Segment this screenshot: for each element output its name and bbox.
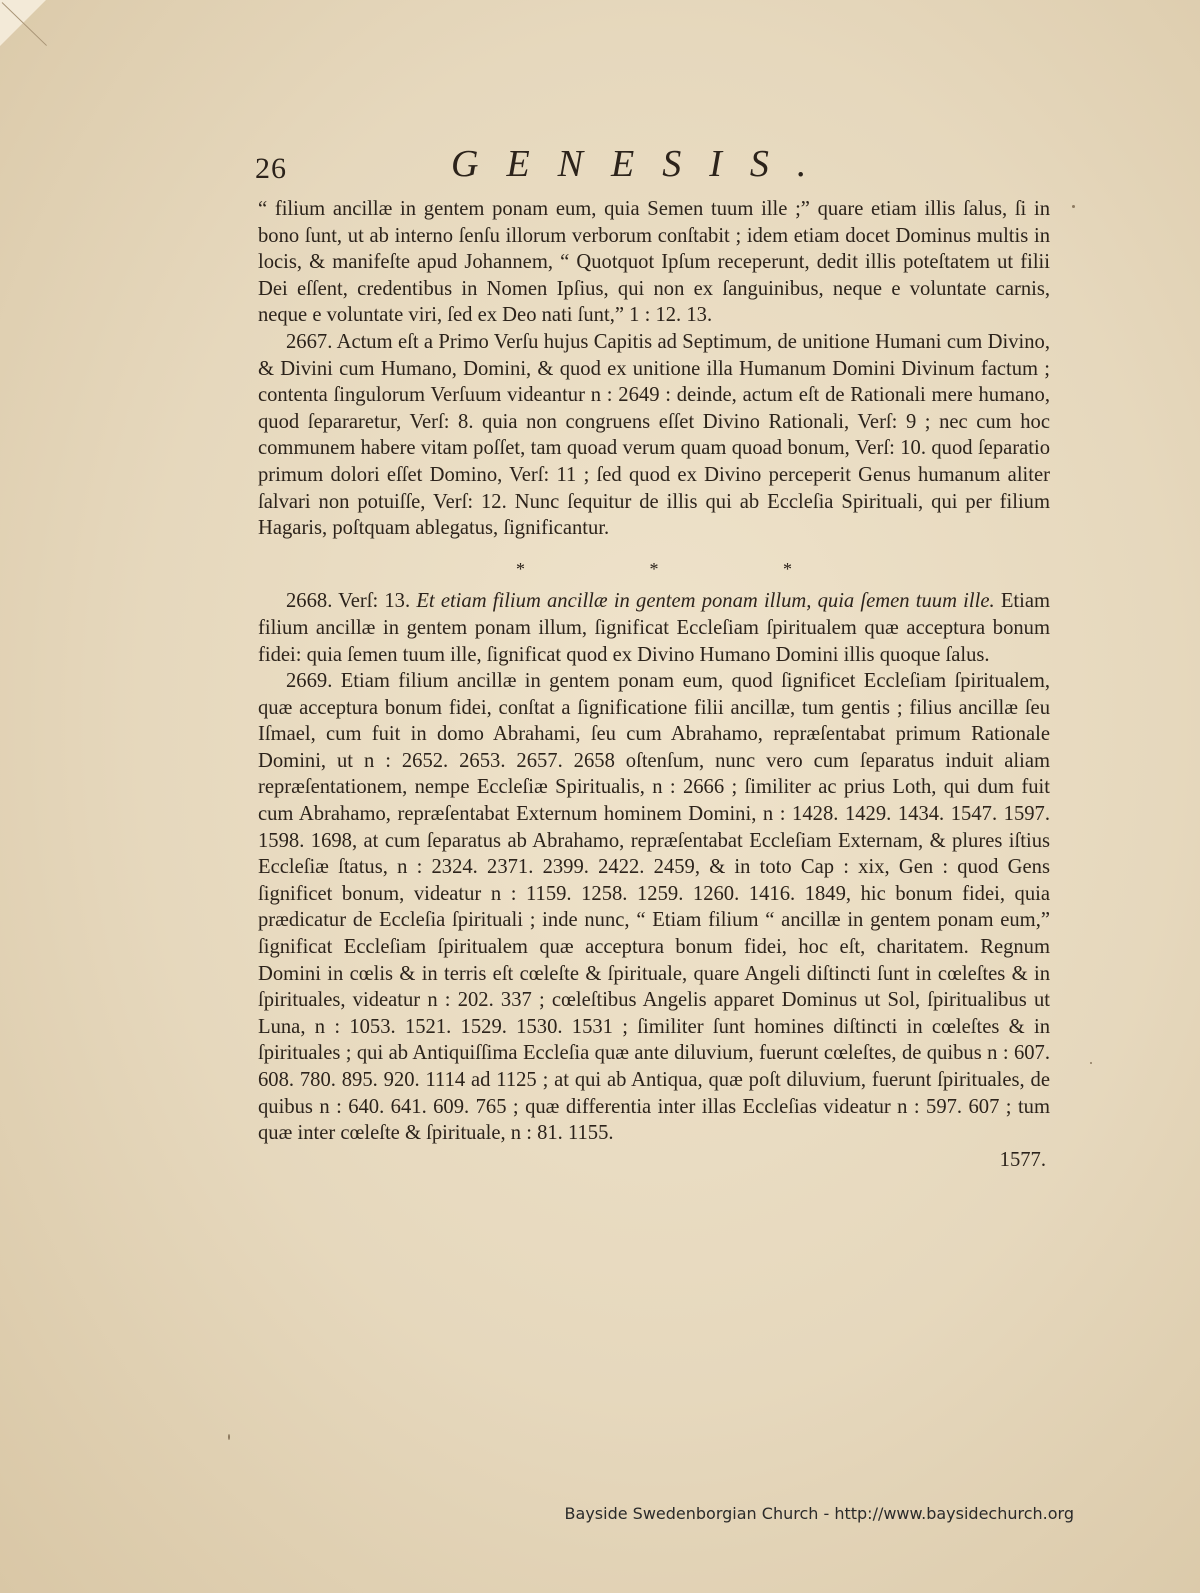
paragraph-2668-quote: Et etiam filium ancillæ in gentem ponam illum, quia ſemen tuum ille. <box>416 590 995 613</box>
section-separator: * * * <box>516 558 852 579</box>
paragraph-2667: 2667. Actum eſt a Primo Verſu hujus Capitis ad Septimum, de unitione Humani cum Divino, & Divini cum Humano, Domini, & quod ex unitione illa Humanum Domini Divinum factum ; contenta ſingulorum Verſuum videantur n : 2649 : deinde, actum eſt de Rationali mere humano, quod ſepararetur, Verſ: 8. quia non congruens eſſet Divino Rationali, Verſ: 9 ; nec cum hoc communem habere vitam poſſet, tam quoad verum quam quoad bonum, Verſ: 10. quod ſeparatio primum dolori eſſet Domino, Verſ: 11 ; ſed quod ex Divino perceperit Genus humanum aliter ſalvari non potuiſſe, Verſ: 12. Nunc ſequitur de illis qui ab Eccleſia Spirituali, qui per filium Hagaris, poſtquam ablegatus, ſignificantur. <box>258 330 1050 540</box>
text-block <box>258 196 1050 1173</box>
paper-speck <box>1072 205 1075 208</box>
running-head <box>255 142 1055 192</box>
paragraph-2668 <box>258 588 1050 668</box>
footer-credit: Bayside Swedenborgian Church - http://www.baysidechurch.org <box>564 1504 1074 1523</box>
paragraph-2668-reference: 2668. Verſ: 13. <box>286 590 411 613</box>
catchword: 1577. <box>999 1148 1046 1171</box>
paragraph-2668-body: Etiam filium ancillæ in gentem ponam illum, ſignificat Eccleſiam ſpiritualem quæ acceptura bonum fidei: quia ſemen tuum ille, ſignificat quod ex Divino Humano Domini illis quoque ſalus. <box>258 590 1050 666</box>
book-title: GENESIS. <box>451 143 835 185</box>
page-number: 26 <box>255 152 287 185</box>
continued-paragraph: “ filium ancillæ in gentem ponam eum, quia Semen tuum ille ;” quare etiam illis ſalus, ſi in bono ſunt, ut ab interno ſenſu illorum verborum conſtabit ; idem etiam docet Dominus multis in locis, & manifeſte apud Johannem, “ Quotquot Ipſum receperunt, dedit illis poteſtatem ut filii Dei eſſent, credentibus in Nomen Ipſius, qui non ex ſanguinibus, neque e voluntate carnis, neque e voluntate viri, ſed ex Deo nati ſunt,” 1 : 12. 13. <box>258 198 1050 327</box>
paper-speck <box>1090 1062 1092 1064</box>
paper-speck <box>228 1434 230 1440</box>
paragraph-2669: 2669. Etiam filium ancillæ in gentem ponam eum, quod ſignificet Eccleſiam ſpiritualem, quæ acceptura bonum fidei, conſtat a ſignificatione filii ancillæ, tum gentis ; filius ancillæ ſeu Iſmael, cum fuit in domo Abrahami, ſeu cum Abrahamo, repræſentabat primum Rationale Domini, ut n : 2652. 2653. 2657. 2658 oſtenſum, nunc vero cum ſeparatus induit aliam repræſentationem, nempe Eccleſiæ Spiritualis, n : 2666 ; ſimiliter ac prius Loth, qui dum fuit cum Abrahamo, repræſentabat Externum hominem Domini, n : 1428. 1429. 1434. 1547. 1597. 1598. 1698, at cum ſeparatus ab Abrahamo, repræſentabat Eccleſiam Externam, & plures iſtius Eccleſiæ ſtatus, n : 2324. 2371. 2399. 2422. 2459, & in toto Cap : xix, Gen : quod Gens ſignificet bonum, videatur n : 1159. 1258. 1259. 1260. 1416. 1849, hic bonum fidei, quia prædicatur de Eccleſia ſpirituali ; inde nunc, “ Etiam filium “ ancillæ in gentem ponam eum,” ſignificat Eccleſiam ſpiritualem quæ acceptura bonum fidei, hoc eſt, charitatem. Regnum Domini in cœlis & in terris eſt cœleſte & ſpirituale, quare Angeli diſtincti ſunt in cœleſtes & in ſpirituales, videatur n : 202. 337 ; cœleſtibus Angelis apparet Dominus ut Sol, ſpiritualibus ut Luna, n : 1053. 1521. 1529. 1530. 1531 ; ſimiliter ſunt homines diſtincti in cœleſtes & in ſpirituales ; qui ab Antiquiſſima Eccleſia quæ ante diluvium, fuerunt cœleſtes, de quibus n : 607. 608. 780. 895. 920. 1114 ad 1125 ; at qui ab Antiqua, quæ poſt diluvium, fuerunt ſpirituales, de quibus n : 640. 641. 609. 765 ; quæ differentia inter illas Eccleſias videatur n : 597. 607 ; tum quæ inter cœleſte & ſpirituale, n : 81. 1155. <box>258 670 1050 1145</box>
